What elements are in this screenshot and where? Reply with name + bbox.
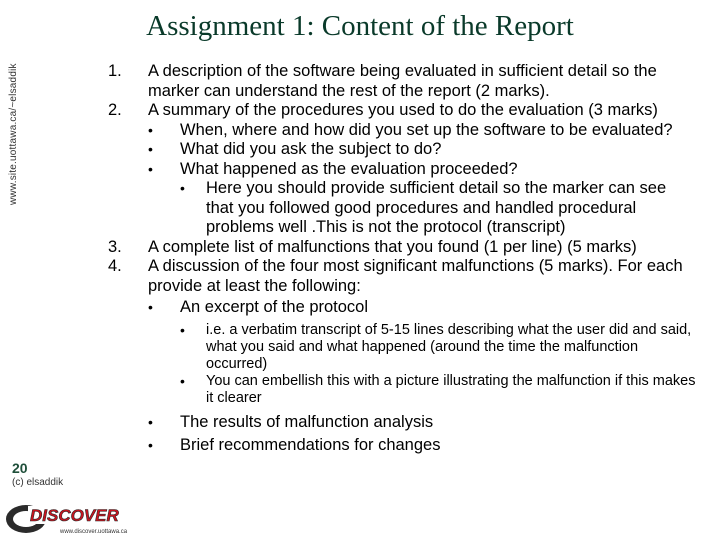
bullet-text: When, where and how did you set up the software to be evaluated? [180, 120, 673, 139]
slide-number: 20 [12, 460, 28, 476]
item-number: 4. [108, 257, 122, 275]
item-text: A summary of the procedures you used to do the evaluation (3 marks) [148, 101, 658, 119]
bullet-dot: • [180, 180, 185, 196]
list-item-4 [108, 257, 698, 296]
bullet-text: What happened as the evaluation proceeded? [180, 159, 518, 178]
bullet-item [108, 411, 698, 434]
bullet-dot: • [180, 372, 185, 389]
slide-content [108, 62, 698, 457]
bullet-text: Brief recommendations for changes [180, 435, 441, 454]
discover-logo [4, 500, 136, 536]
item-text: A discussion of the four most significant malfunctions (5 marks). For each provide at least the following: [148, 257, 683, 295]
item-number: 1. [108, 62, 122, 80]
logo-url: www.discover.uottawa.ca [60, 529, 128, 535]
bullet-dot: • [180, 321, 185, 338]
bullet-dot: • [148, 436, 153, 453]
side-url: www.site.uottawa.ca/~elsaddik [8, 63, 19, 205]
item-number: 3. [108, 237, 122, 256]
slide-title: Assignment 1: Content of the Report [146, 10, 574, 42]
sub-bullet-item [108, 373, 698, 407]
list-item-3 [108, 238, 698, 258]
item-text: A complete list of malfunctions that you found (1 per line) (5 marks) [148, 237, 637, 256]
bullet-item [108, 121, 698, 141]
bullet-item [108, 298, 698, 318]
bullet-text: The results of malfunction analysis [180, 412, 434, 431]
bullet-dot: • [148, 141, 153, 157]
bullet-item [108, 160, 698, 180]
bullet-text: i.e. a verbatim transcript of 5-15 lines describing what the user did and said, what you said and what happened (around the time the malfunction occurred) [206, 321, 692, 372]
bullet-text: Here you should provide sufficient detail so the marker can see that you followed good procedures and handled procedural problems well .This is not the protocol (transcript) [206, 179, 667, 236]
list-item-1 [108, 62, 698, 101]
bullet-dot: • [148, 413, 153, 430]
copyright-text: (c) elsaddik [12, 477, 64, 488]
logo-word: DISCOVER [30, 506, 119, 525]
bullet-text: An excerpt of the protocol [180, 298, 369, 316]
item-text: A description of the software being evaluated in sufficient detail so the marker can understand the rest of the report (2 marks). [148, 62, 657, 100]
list-item-2 [108, 101, 698, 121]
sub-bullet-item [108, 322, 698, 373]
bullet-dot: • [148, 299, 153, 315]
bullet-dot: • [148, 121, 153, 138]
bullet-item [108, 434, 698, 457]
bullet-item [108, 140, 698, 160]
item-number: 2. [108, 101, 122, 119]
bullet-text: You can embellish this with a picture illustrating the malfunction if this makes it clearer [206, 372, 696, 406]
bullet-dot: • [148, 160, 153, 177]
sub-bullet-item [108, 179, 698, 238]
bullet-text: What did you ask the subject to do? [180, 140, 442, 158]
